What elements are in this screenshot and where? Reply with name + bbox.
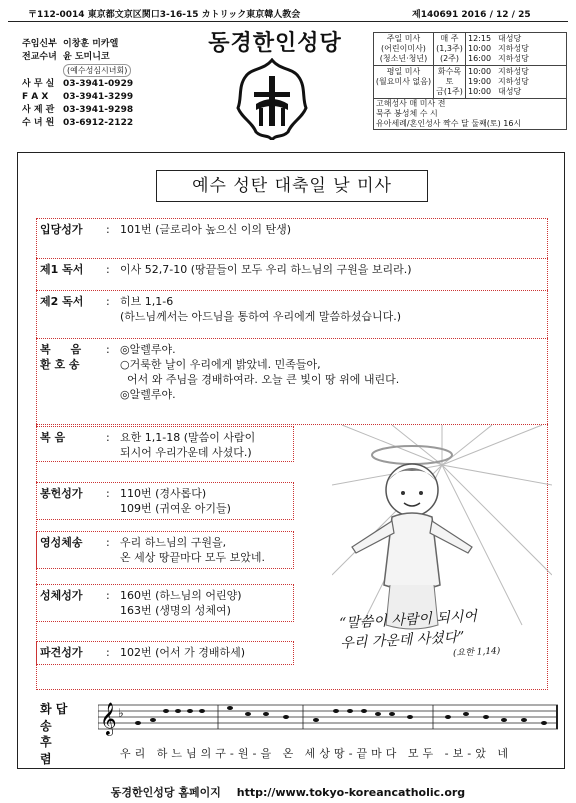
time: 19:00 bbox=[468, 77, 492, 86]
section-line: 되시어 우리가운데 사셨다.) bbox=[120, 446, 252, 459]
footer bbox=[0, 784, 576, 800]
info-key: F A X bbox=[22, 92, 49, 102]
section-line: 109번 (귀여운 아기들) bbox=[120, 502, 231, 515]
church-title: 동경한인성당 bbox=[208, 31, 342, 56]
section-label: 파견성가 bbox=[40, 646, 83, 659]
schedule-week bbox=[434, 33, 466, 65]
sunday-week2: (1,3주) bbox=[436, 44, 463, 53]
schedule-time-row bbox=[468, 44, 564, 54]
schedule-label bbox=[374, 66, 434, 98]
svg-text:♭: ♭ bbox=[118, 706, 124, 720]
time: 10:00 bbox=[468, 67, 492, 76]
church-logo-icon bbox=[232, 58, 312, 140]
colon: : bbox=[106, 263, 110, 276]
section-line: 160번 (하느님의 어린양) bbox=[120, 589, 242, 602]
schedule-times bbox=[466, 33, 566, 65]
info-value: (예수성심시녀회) bbox=[63, 64, 131, 77]
response-label: 화 답 송 bbox=[40, 702, 68, 733]
sunday-week3: (2주) bbox=[439, 54, 460, 63]
time: 10:00 bbox=[468, 44, 492, 53]
info-row bbox=[22, 117, 182, 130]
colon: : bbox=[106, 487, 110, 500]
info-row bbox=[22, 104, 182, 117]
place: 지하성당 bbox=[498, 44, 529, 53]
section-label: 제2 독서 bbox=[40, 295, 84, 308]
schedule-time-row bbox=[468, 34, 564, 44]
info-value: 03-3941-3299 bbox=[63, 92, 134, 102]
schedule-time-row bbox=[468, 87, 564, 97]
info-value: 03-3941-9298 bbox=[63, 105, 134, 115]
colon: : bbox=[106, 431, 110, 444]
section-line: 101번 (글로리아 높으신 이의 탄생) bbox=[120, 223, 292, 236]
quote-line: “말씀이 사람이 되시어 bbox=[338, 608, 478, 632]
section-line: 온 세상 땅끝마다 모두 보았네. bbox=[120, 551, 265, 564]
top-rule bbox=[8, 21, 568, 22]
refrain-lyrics: 우리 하느님의구-원-을 온 세상땅-끝마다 모두 -보-았 네 bbox=[120, 747, 512, 760]
colon: : bbox=[106, 223, 110, 236]
schedule-time-row bbox=[468, 77, 564, 87]
section-label: 환 호 송 bbox=[40, 358, 80, 371]
sunday-sub2: (청소년·청년) bbox=[379, 54, 428, 63]
place: 대성당 bbox=[498, 34, 522, 43]
weekday-week: 화수목 bbox=[437, 67, 462, 76]
guide-box bbox=[36, 426, 294, 462]
place: 지하성당 bbox=[498, 54, 529, 63]
section-label: 봉헌성가 bbox=[40, 487, 83, 500]
colon: : bbox=[106, 343, 110, 356]
mass-schedule bbox=[373, 32, 567, 130]
info-row bbox=[22, 38, 182, 51]
quote-reference: (요한 1,14) bbox=[452, 646, 501, 659]
section-label: 입당성가 bbox=[40, 223, 83, 236]
sacrament-line: 묵주 봉성체 수 시 bbox=[376, 109, 438, 118]
section-line: 이사 52,7-10 (땅끝들이 모두 우리 하느님의 구원을 보리라.) bbox=[120, 263, 412, 276]
guide-box bbox=[36, 531, 294, 569]
section-line: 히브 1,1-6 bbox=[120, 295, 174, 308]
weekday-sub1: (월요미사 없음) bbox=[375, 77, 432, 86]
info-row bbox=[22, 51, 182, 64]
sunday-label: 주일 미사 bbox=[386, 34, 421, 43]
sunday-week: 매 주 bbox=[440, 34, 459, 43]
weekday-week2: 토 bbox=[445, 77, 454, 86]
info-key: 주임신부 bbox=[22, 39, 57, 49]
info-value: 이창훈 미카엘 bbox=[63, 39, 119, 49]
quote-line: 우리 가운데 사셨다” bbox=[339, 629, 465, 652]
section-line: 요한 1,1-18 (말씀이 사람이 bbox=[120, 431, 256, 444]
info-row bbox=[22, 91, 182, 104]
guide-box bbox=[36, 482, 294, 520]
schedule-sacraments bbox=[374, 99, 566, 129]
place: 지하성당 bbox=[498, 67, 529, 76]
top-bar bbox=[8, 4, 568, 22]
section-line: 102번 (어서 가 경배하세) bbox=[120, 646, 246, 659]
section-line: 110번 (경사롭다) bbox=[120, 487, 207, 500]
weekday-label: 평일 미사 bbox=[386, 67, 421, 76]
info-value: 윤 도미니코 bbox=[63, 52, 110, 62]
section-line: 어서 와 주님을 경배하여라. 오늘 큰 빛이 땅 위에 내린다. bbox=[120, 373, 400, 386]
section-line: ◎알렐루야. bbox=[120, 343, 176, 356]
time: 12:15 bbox=[468, 34, 492, 43]
info-row bbox=[22, 78, 182, 91]
schedule-label bbox=[374, 33, 434, 65]
church-address: 〒112-0014 東京都文京区関口3-16-15 カトリック東京韓人教会 bbox=[28, 10, 301, 20]
weekday-week3: 금(1주) bbox=[436, 87, 463, 96]
info-key: 수 녀 원 bbox=[22, 118, 55, 128]
schedule-times bbox=[466, 66, 566, 98]
schedule-time-row bbox=[468, 67, 564, 77]
contact-info bbox=[22, 38, 182, 130]
guide-line bbox=[36, 290, 548, 291]
guide-line bbox=[36, 338, 548, 339]
sunday-sub1: (어린이미사) bbox=[381, 44, 426, 53]
music-staff bbox=[98, 697, 558, 747]
section-label: 복 음 bbox=[40, 431, 66, 444]
info-key: 사 제 관 bbox=[22, 105, 55, 115]
sacrament-line: 고해성사 매 미사 전 bbox=[376, 99, 446, 108]
homepage-label: 동경한인성당 홈페이지 bbox=[110, 786, 221, 799]
guide-box bbox=[36, 584, 294, 622]
colon: : bbox=[106, 295, 110, 308]
place: 지하성당 bbox=[498, 77, 529, 86]
section-label: 영성체송 bbox=[40, 536, 83, 549]
section-label: 제1 독서 bbox=[40, 263, 84, 276]
section-line: 163번 (생명의 성체여) bbox=[120, 604, 231, 617]
homepage-link[interactable]: http://www.tokyo-koreancatholic.org bbox=[236, 786, 466, 799]
place: 대성당 bbox=[498, 87, 522, 96]
refrain-label: 후 렴 bbox=[40, 735, 58, 766]
mass-title: 예수 성탄 대축일 낮 미사 bbox=[156, 170, 428, 202]
schedule-week bbox=[434, 66, 466, 98]
info-value: 03-6912-2122 bbox=[63, 118, 134, 128]
schedule-time-row bbox=[468, 54, 564, 64]
time: 10:00 bbox=[468, 87, 492, 96]
colon: : bbox=[106, 646, 110, 659]
schedule-weekday bbox=[374, 66, 566, 99]
section-label: 성체성가 bbox=[40, 589, 83, 602]
info-row bbox=[22, 64, 182, 78]
colon: : bbox=[106, 589, 110, 602]
issue-number: 제140691 2016 / 12 / 25 bbox=[412, 10, 531, 20]
section-line: (하느님께서는 아드님을 통하여 우리에게 말씀하셨습니다.) bbox=[120, 310, 402, 323]
guide-box bbox=[36, 641, 294, 665]
section-line: ◎알렐루야. bbox=[120, 388, 176, 401]
schedule-sunday bbox=[374, 33, 566, 66]
time: 16:00 bbox=[468, 54, 492, 63]
colon: : bbox=[106, 536, 110, 549]
sacrament-line: 유아세례/혼인성사 짝수 달 둘째(토) 16시 bbox=[376, 119, 522, 128]
section-line: 우리 하느님의 구원을, bbox=[120, 536, 227, 549]
section-label: 복 음 bbox=[40, 343, 90, 356]
info-key: 전교수녀 bbox=[22, 52, 57, 62]
svg-text:𝄞: 𝄞 bbox=[100, 702, 117, 735]
guide-line bbox=[36, 258, 548, 259]
info-key: 사 무 실 bbox=[22, 79, 55, 89]
info-value: 03-3941-0929 bbox=[63, 79, 134, 89]
section-line: ○거룩한 날이 우리에게 밝았네. 민족들아, bbox=[120, 358, 321, 371]
